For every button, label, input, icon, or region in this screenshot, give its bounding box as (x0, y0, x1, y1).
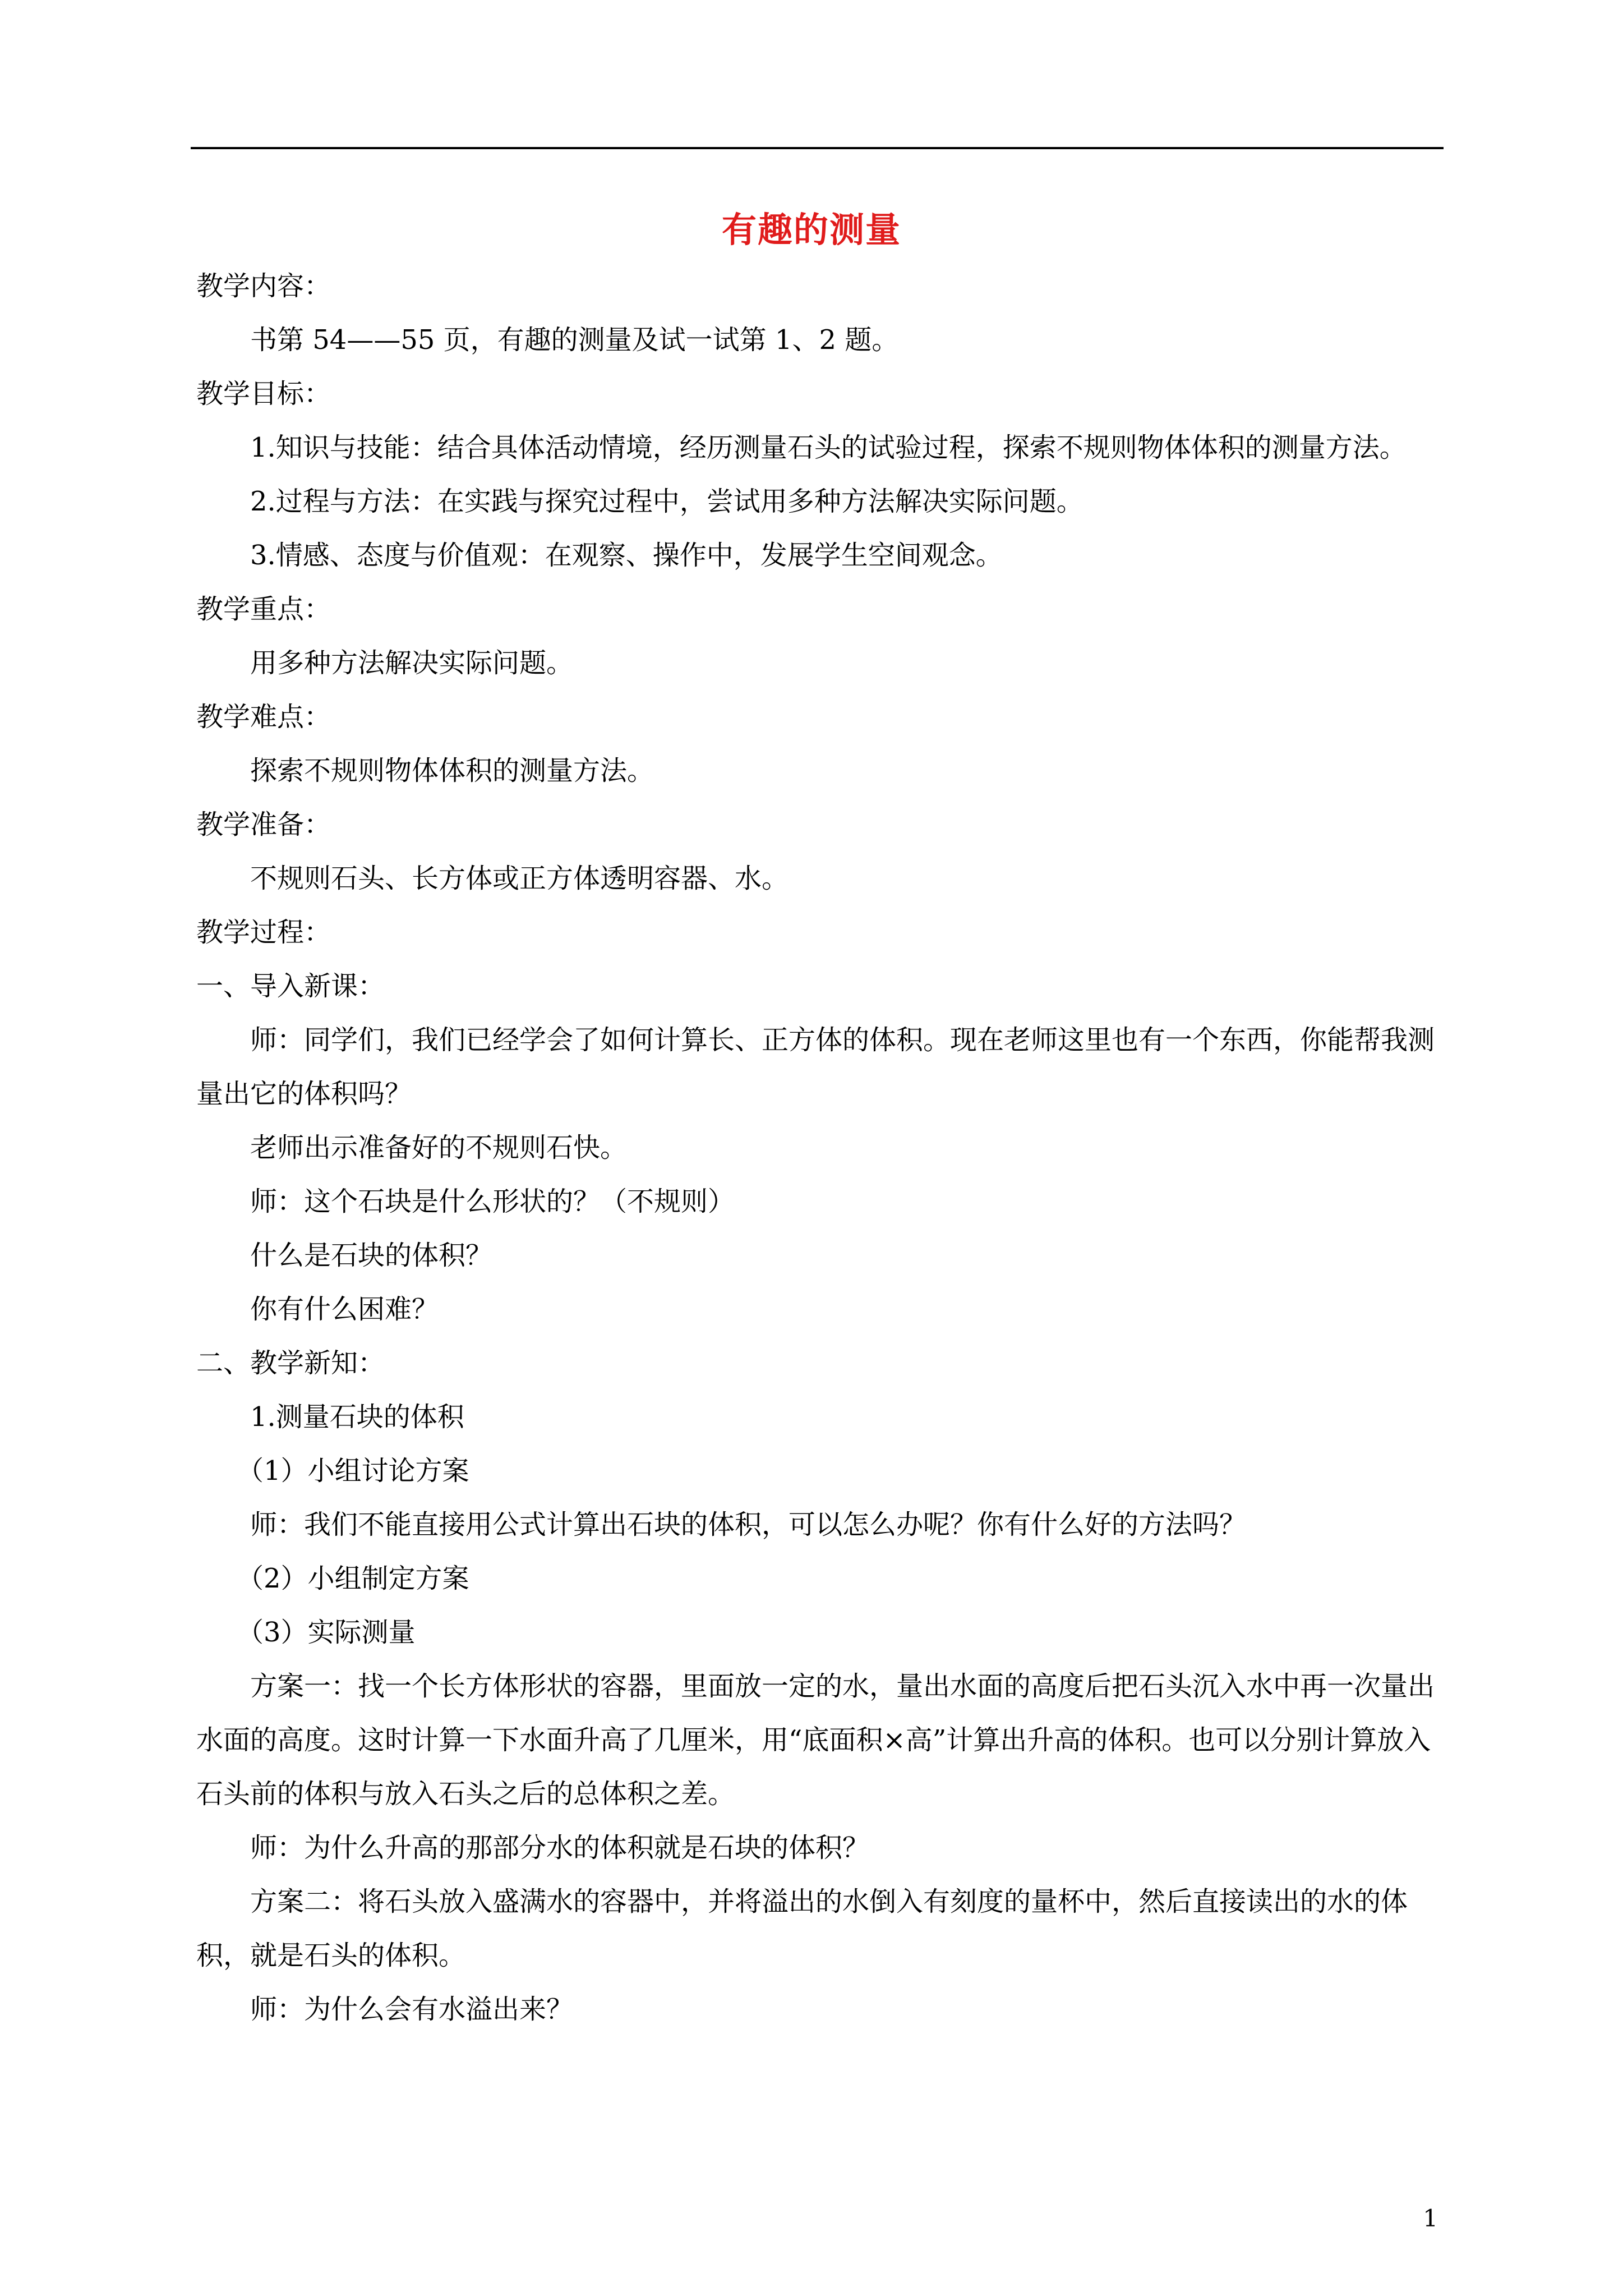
paragraph: 教学内容： (196, 270, 331, 302)
document-body (196, 259, 1445, 2036)
paragraph: 用多种方法解决实际问题。 (250, 647, 574, 679)
paragraph: 师：为什么会有水溢出来？ (250, 1994, 574, 2025)
paragraph: （3）实际测量 (237, 1617, 416, 1648)
document-title: 有趣的测量 (721, 209, 901, 250)
paragraph: 教学难点： (196, 701, 331, 733)
paragraph: 1.知识与技能：结合具体活动情境，经历测量石头的试验过程，探索不规则物体体积的测量方法。 (250, 432, 1407, 463)
paragraph: 师：我们不能直接用公式计算出石块的体积，可以怎么办呢？你有什么好的方法吗？ (250, 1509, 1247, 1540)
paragraph: 教学准备： (196, 809, 331, 840)
paragraph: 教学重点： (196, 593, 331, 625)
page-number: 1 (1423, 2205, 1438, 2232)
paragraph: 什么是石块的体积？ (250, 1240, 493, 1271)
header-rule (191, 147, 1444, 149)
paragraph: 不规则石头、长方体或正方体透明容器、水。 (250, 863, 789, 894)
paragraph: 2.过程与方法：在实践与探究过程中，尝试用多种方法解决实际问题。 (250, 486, 1083, 517)
paragraph: （2）小组制定方案 (237, 1563, 469, 1594)
paragraph: 师：为什么升高的那部分水的体积就是石块的体积？ (250, 1832, 870, 1864)
paragraph: 教学过程： (196, 917, 331, 948)
paragraph: 方案一：找一个长方体形状的容器，里面放一定的水，量出水面的高度后把石头沉入水中再一次量出水面的高度。这时计算一下水面升高了几厘米，用“底面积×高”计算出升高的体积。也可以分别计算放入石头前的体积与放入石头之后的总体积之差。 (196, 1671, 1435, 1810)
paragraph: 师：这个石块是什么形状的？（不规则） (250, 1186, 735, 1217)
paragraph: 书第 54——55 页，有趣的测量及试一试第 1、2 题。 (250, 324, 899, 356)
paragraph: 教学目标： (196, 378, 331, 409)
paragraph: 探索不规则物体体积的测量方法。 (250, 755, 654, 786)
paragraph: 3.情感、态度与价值观：在观察、操作中，发展学生空间观念。 (250, 540, 1003, 571)
paragraph: 老师出示准备好的不规则石快。 (250, 1132, 628, 1163)
paragraph: 二、教学新知： (196, 1347, 385, 1379)
paragraph: 方案二：将石头放入盛满水的容器中，并将溢出的水倒入有刻度的量杯中，然后直接读出的水的体积，就是石头的体积。 (196, 1886, 1408, 1971)
paragraph: （1）小组讨论方案 (237, 1455, 469, 1487)
paragraph: 1.测量石块的体积 (250, 1401, 464, 1433)
paragraph: 一、导入新课： (196, 970, 385, 1002)
paragraph: 师：同学们，我们已经学会了如何计算长、正方体的体积。现在老师这里也有一个东西，你能帮我测量出它的体积吗？ (196, 1024, 1435, 1110)
paragraph: 你有什么困难？ (250, 1294, 439, 1325)
